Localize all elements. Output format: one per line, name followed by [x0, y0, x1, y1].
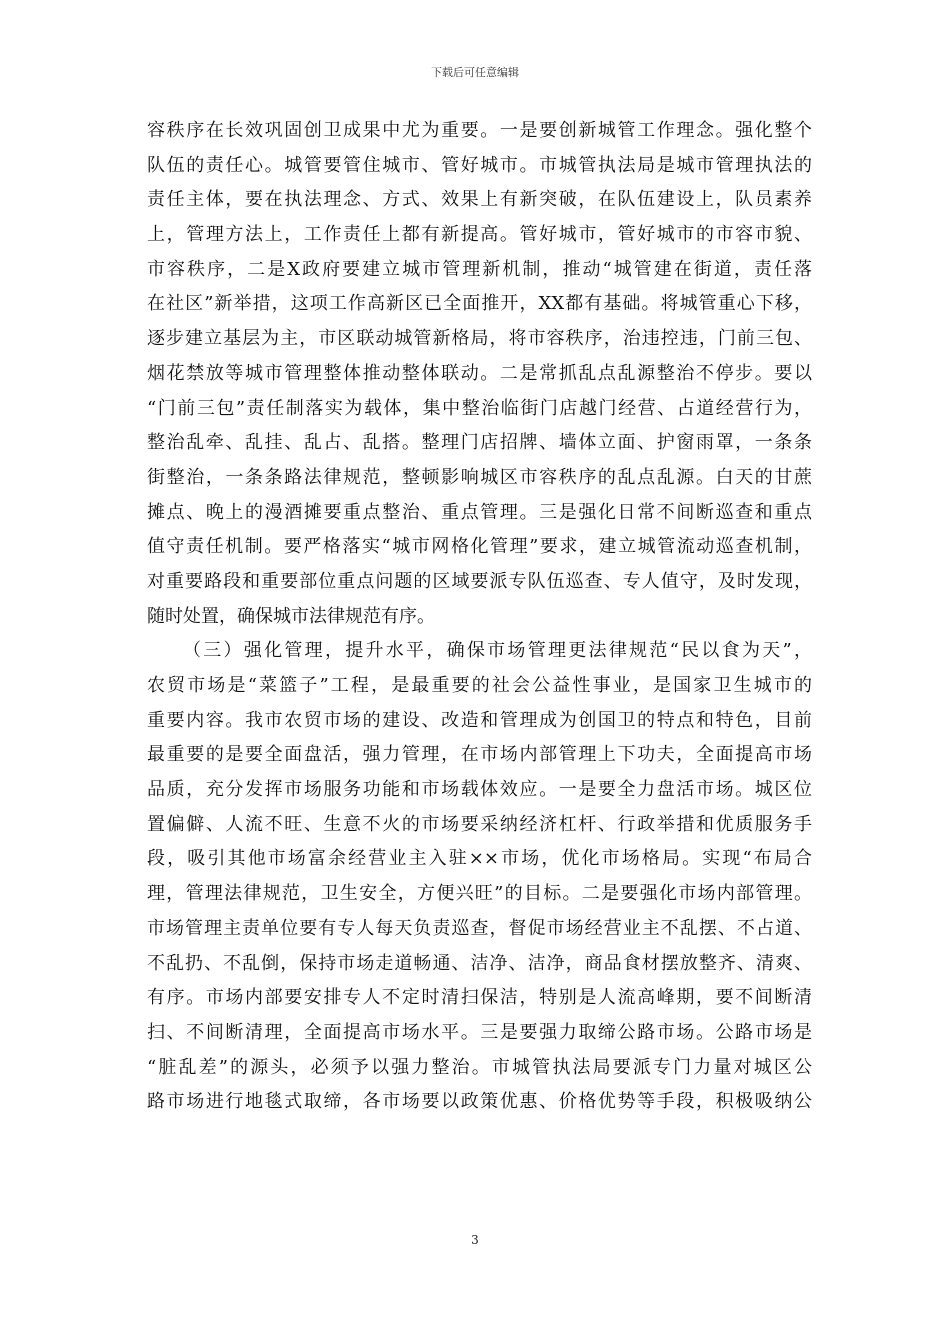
text-line: 重要内容。我市农贸市场的建设、改造和管理成为创国卫的特点和特色，目前	[147, 709, 812, 731]
text-line: 不乱扔、不乱倒，保持市场走道畅通、洁净、洁净，商品食材摆放整齐、清爽、	[147, 952, 812, 974]
text-line: 责任主体，要在执法理念、方式、效果上有新突破，在队伍建设上，队员素养	[147, 189, 812, 211]
text-line: 扫、不间断清理，全面提高市场水平。三是要强力取缔公路市场。公路市场是	[147, 1021, 812, 1043]
text-line: 段，吸引其他市场富余经营业主入驻××市场，优化市场格局。实现“布局合	[147, 848, 812, 870]
text-line: 在社区”新举措，这项工作高新区已全面推开，XX都有基础。将城管重心下移，	[147, 293, 812, 315]
text-line: 队伍的责任心。城管要管住城市、管好城市。市城管执法局是城市管理执法的	[147, 154, 812, 176]
paragraph-2	[147, 634, 812, 1120]
text-line: “门前三包”责任制落实为载体，集中整治临街门店越门经营、占道经营行为，	[147, 397, 812, 419]
text-line: 烟花禁放等城市管理整体推动整体联动。二是常抓乱点乱源整治不停步。要以	[147, 362, 812, 384]
body-text	[147, 114, 812, 1120]
text-line: 容秩序在长效巩固创卫成果中尤为重要。一是要创新城管工作理念。强化整个	[147, 120, 812, 141]
text-line: 农贸市场是“菜篮子”工程，是最重要的社会公益性事业，是国家卫生城市的	[147, 675, 812, 696]
text-line: 市容秩序，二是X政府要建立城市管理新机制，推动“城管建在街道，责任落	[147, 258, 812, 280]
text-line: 市场管理主责单位要有专人每天负责巡查，督促市场经营业主不乱摆、不占道、	[147, 917, 812, 939]
text-line: 值守责任机制。要严格落实“城市网格化管理”要求，建立城管流动巡查机制，	[147, 536, 812, 558]
text-line: 上，管理方法上，工作责任上都有新提高。管好城市，管好城市的市容市貌、	[147, 224, 812, 246]
text-line: 理，管理法律规范，卫生安全，方便兴旺”的目标。二是要强化市场内部管理。	[147, 883, 812, 905]
text-line: 路市场进行地毯式取缔，各市场要以政策优惠、价格优势等手段，积极吸纳公	[147, 1091, 812, 1113]
page-header: 下载后可任意编辑	[431, 66, 519, 79]
text-line: 街整治，一条条路法律规范，整顿影响城区市容秩序的乱点乱源。白天的甘蔗	[147, 466, 812, 488]
text-line: 逐步建立基层为主，市区联动城管新格局，将市容秩序，治违控违，门前三包、	[147, 328, 812, 350]
text-line: 有序。市场内部要安排专人不定时清扫保洁，特别是人流高峰期，要不间断清	[147, 987, 812, 1009]
text-line: 置偏僻、人流不旺、生意不火的市场要采纳经济杠杆、行政举措和优质服务手	[147, 813, 812, 835]
text-line: 品质，充分发挥市场服务功能和市场载体效应。一是要全力盘活市场。城区位	[147, 779, 812, 801]
text-line: 整治乱牵、乱挂、乱占、乱搭。整理门店招牌、墙体立面、护窗雨罩，一条条	[147, 432, 812, 454]
text-line: 随时处置，确保城市法律规范有序。	[147, 605, 435, 627]
text-line: 最重要的是要全面盘活，强力管理，在市场内部管理上下功夫，全面提高市场	[147, 744, 812, 766]
page-number: 3	[471, 1233, 479, 1247]
text-line: “脏乱差”的源头，必须予以强力整治。市城管执法局要派专门力量对城区公	[147, 1056, 812, 1078]
text-line: 对重要路段和重要部位重点问题的区域要派专队伍巡查、专人值守，及时发现，	[147, 570, 812, 592]
text-line: 摊点、晚上的漫酒摊要重点整治、重点管理。三是强化日常不间断巡查和重点	[147, 501, 812, 523]
paragraph-1	[147, 114, 812, 634]
text-line: （三）强化管理，提升水平，确保市场管理更法律规范“民以食为天”，	[183, 640, 812, 662]
